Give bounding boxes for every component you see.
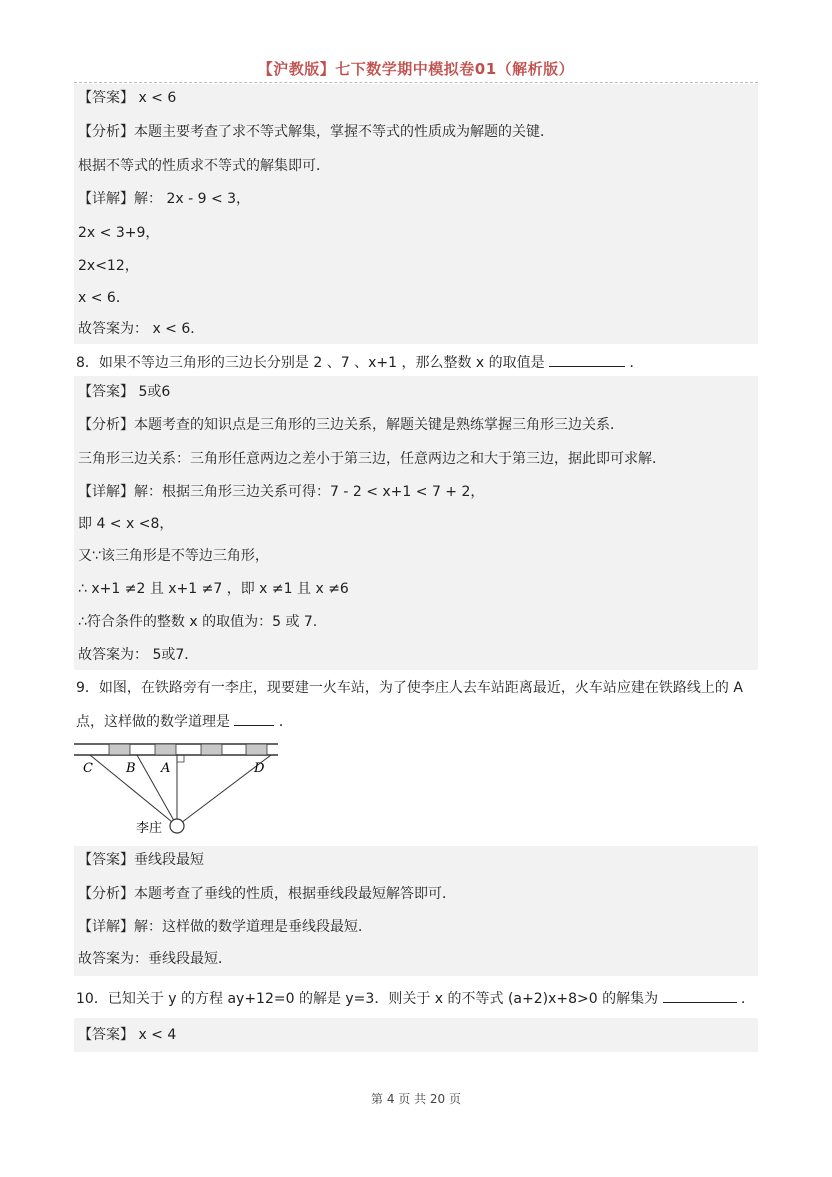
- detail-line: ∴符合条件的整数 x 的取值为：5 或 7.: [78, 614, 318, 630]
- conclusion-line: 故答案为： x < 6．: [78, 321, 205, 337]
- answer-blank: [663, 988, 737, 1003]
- analysis-line: 根据不等式的性质求不等式的解集即可．: [78, 158, 330, 174]
- detail-line: 【详解】解： 2x - 9 < 3，: [78, 191, 251, 207]
- detail-line: 即 4 < x <8，: [78, 516, 174, 532]
- detail-line: 2x < 3+9，: [78, 225, 160, 241]
- detail-line: ∴ x+1 ≠2 且 x+1 ≠7 ，即 x ≠1 且 x ≠6: [78, 581, 349, 597]
- solution-block-10: [74, 1018, 758, 1052]
- label-a: A: [161, 761, 171, 776]
- detail-line: 2x<12，: [78, 258, 139, 274]
- question-8-end: ．: [629, 355, 644, 371]
- railway-tie: [201, 744, 222, 755]
- segment-b: [137, 755, 177, 826]
- page-number: 第 4 页 共 20 页: [371, 1092, 461, 1106]
- village-marker: [170, 819, 184, 833]
- question-9-line-2: 点，这样做的数学道理是 ．: [76, 711, 293, 732]
- right-angle-mark: [177, 755, 184, 762]
- analysis-line: 【分析】本题主要考查了求不等式解集，掌握不等式的性质成为解题的关键．: [78, 124, 554, 140]
- question-10: 10．已知关于 y 的方程 ay+12=0 的解是 y=3．则关于 x 的不等式 (a+2)x+8>0 的解集为 ．: [76, 988, 755, 1009]
- answer-line: 【答案】 x < 4: [78, 1027, 177, 1043]
- railway-diagram: [74, 742, 284, 838]
- conclusion-line: 故答案为： 5或7．: [78, 647, 199, 663]
- question-8-text: 8．如果不等边三角形的三边长分别是 2 、7 、x+1 ，那么整数 x 的取值是: [76, 355, 545, 371]
- analysis-line: 三角形三边关系：三角形任意两边之差小于第三边，任意两边之和大于第三边，据此即可求解．: [78, 451, 666, 467]
- answer-line: 【答案】 5或6: [78, 384, 171, 400]
- conclusion-line: 故答案为：垂线段最短．: [78, 951, 232, 967]
- railway-tie: [155, 744, 176, 755]
- detail-line: x < 6．: [78, 290, 130, 306]
- question-8: [76, 352, 644, 373]
- railway-tie: [246, 744, 267, 755]
- detail-line: 又∵该三角形是不等边三角形，: [78, 548, 269, 564]
- detail-line: 【详解】解：根据三角形三边关系可得：7 - 2 < x+1 < 7 + 2，: [78, 484, 485, 500]
- analysis-line: 【分析】本题考查了垂线的性质，根据垂线段最短解答即可．: [78, 886, 456, 902]
- label-d: D: [254, 761, 265, 776]
- answer-line: 【答案】垂线段最短: [78, 852, 204, 868]
- page-header-title: 【沪教版】七下数学期中模拟卷01（解析版）: [257, 60, 575, 78]
- header-divider: [74, 82, 758, 83]
- question-10-text: 10．已知关于 y 的方程 ay+12=0 的解是 y=3．则关于 x 的不等式 (a+2)x+8>0 的解集为: [76, 991, 659, 1007]
- label-b: B: [126, 761, 136, 776]
- answer-line: 【答案】 x < 6: [78, 90, 177, 106]
- label-village: 李庄: [136, 821, 163, 836]
- label-c: C: [83, 761, 93, 776]
- question-9-line-1: 9．如图，在铁路旁有一李庄，现要建一火车站，为了使李庄人去车站距离最近，火车站应建在铁路线上的 A: [76, 680, 743, 696]
- detail-line: 【详解】解：这样做的数学道理是垂线段最短．: [78, 919, 372, 935]
- analysis-line: 【分析】本题考查的知识点是三角形的三边关系，解题关键是熟练掌握三角形三边关系．: [78, 417, 624, 433]
- answer-blank: [549, 352, 625, 367]
- answer-blank: [234, 711, 274, 726]
- railway-tie: [109, 744, 130, 755]
